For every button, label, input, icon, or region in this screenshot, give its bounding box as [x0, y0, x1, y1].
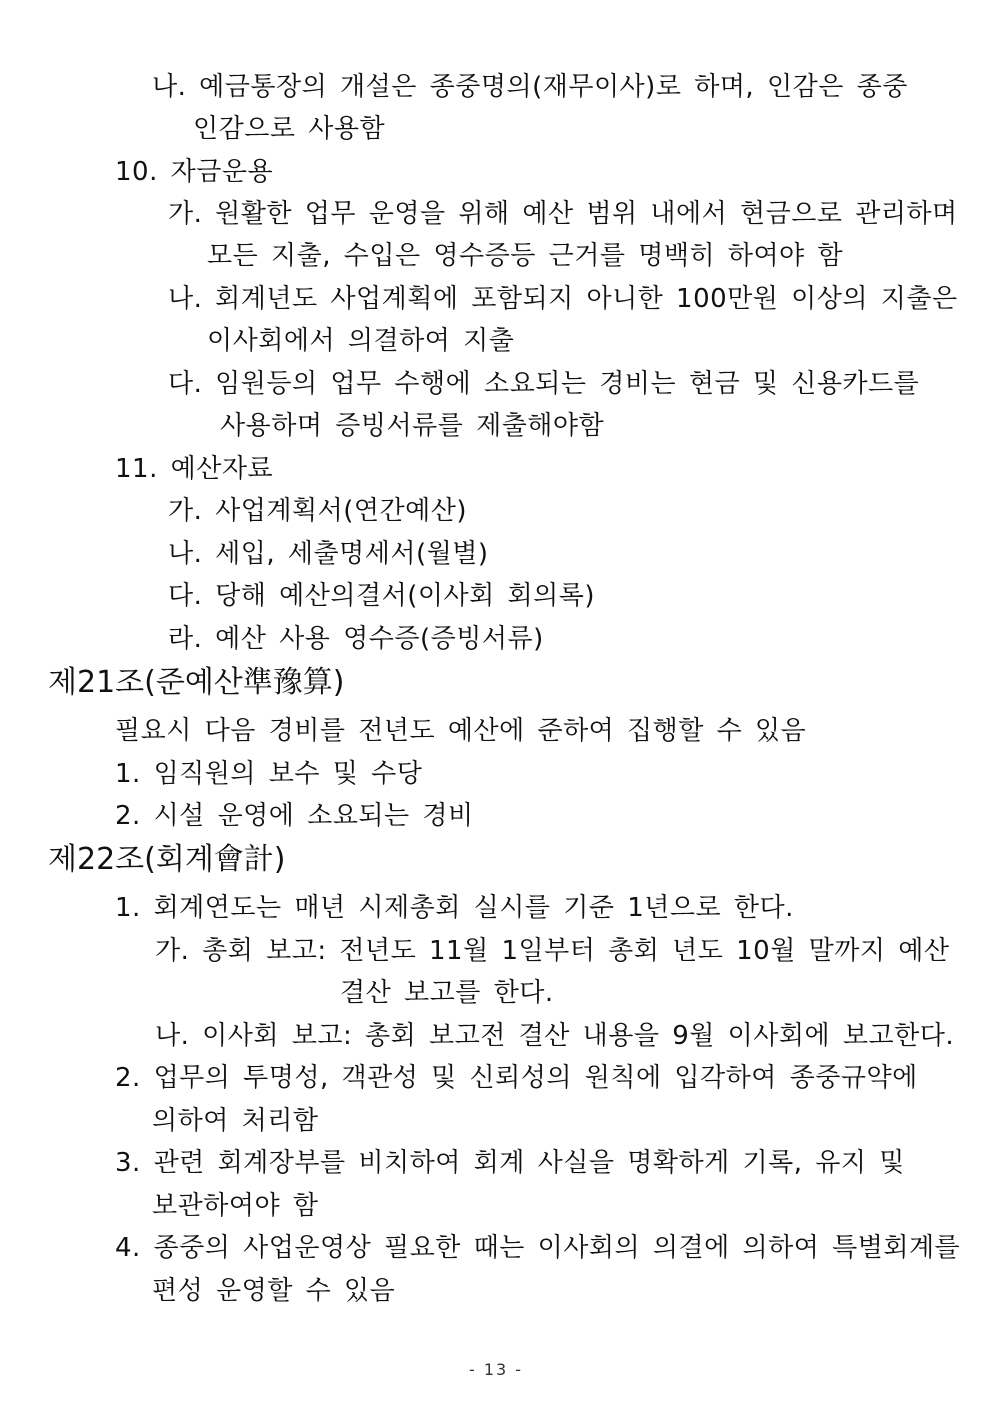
text-line: 가. 원활한 업무 운영을 위해 예산 범위 내에서 현금으로 관리하며	[168, 199, 958, 229]
text-line: 의하여 처리함	[152, 1106, 319, 1136]
text-line: 편성 운영할 수 있음	[152, 1276, 396, 1306]
text-line: 나. 예금통장의 개설은 종중명의(재무이사)로 하며, 인감은 종중	[152, 72, 908, 102]
text-line: 인감으로 사용함	[193, 114, 386, 144]
text-line: 2. 시설 운영에 소요되는 경비	[115, 801, 474, 831]
text-line: 1. 임직원의 보수 및 수당	[115, 759, 423, 789]
text-line: 다. 당해 예산의결서(이사회 회의록)	[168, 581, 595, 611]
text-line: 4. 종중의 사업운영상 필요한 때는 이사회의 의결에 의하여 특별회계를	[115, 1233, 961, 1263]
text-line: 라. 예산 사용 영수증(증빙서류)	[168, 624, 544, 654]
text-line: 나. 이사회 보고: 총회 보고전 결산 내용을 9월 이사회에 보고한다.	[155, 1021, 955, 1051]
text-line: 사용하며 증빙서류를 제출해야함	[220, 411, 605, 441]
text-line: 보관하여야 함	[152, 1191, 319, 1221]
text-line: 1. 회계연도는 매년 시제총회 실시를 기준 1년으로 한다.	[115, 893, 794, 923]
text-line: 이사회에서 의결하여 지출	[207, 326, 515, 356]
text-line: 10. 자금운용	[115, 157, 274, 187]
article-heading: 제21조(준예산準豫算)	[48, 665, 345, 700]
text-line: 다. 임원등의 업무 수행에 소요되는 경비는 현금 및 신용카드를	[168, 369, 920, 399]
text-line: 3. 관련 회계장부를 비치하여 회계 사실을 명확하게 기록, 유지 및	[115, 1148, 905, 1178]
text-line: 11. 예산자료	[115, 454, 274, 484]
text-line: 나. 세입, 세출명세서(월별)	[168, 539, 489, 569]
text-line: 필요시 다음 경비를 전년도 예산에 준하여 집행할 수 있음	[115, 716, 807, 746]
text-line: 모든 지출, 수입은 영수증등 근거를 명백히 하여야 함	[207, 241, 844, 271]
text-line: 가. 사업계획서(연간예산)	[168, 496, 467, 526]
text-line: 가. 총회 보고: 전년도 11월 1일부터 총회 년도 10월 말까지 예산	[155, 936, 950, 966]
article-heading: 제22조(회계會計)	[48, 842, 286, 877]
text-line: 결산 보고를 한다.	[340, 978, 554, 1008]
text-line: 나. 회계년도 사업계획에 포함되지 아니한 100만원 이상의 지출은	[168, 284, 958, 314]
text-line: 2. 업무의 투명성, 객관성 및 신뢰성의 원칙에 입각하여 종중규약에	[115, 1063, 918, 1093]
page-number: - 13 -	[468, 1360, 524, 1379]
